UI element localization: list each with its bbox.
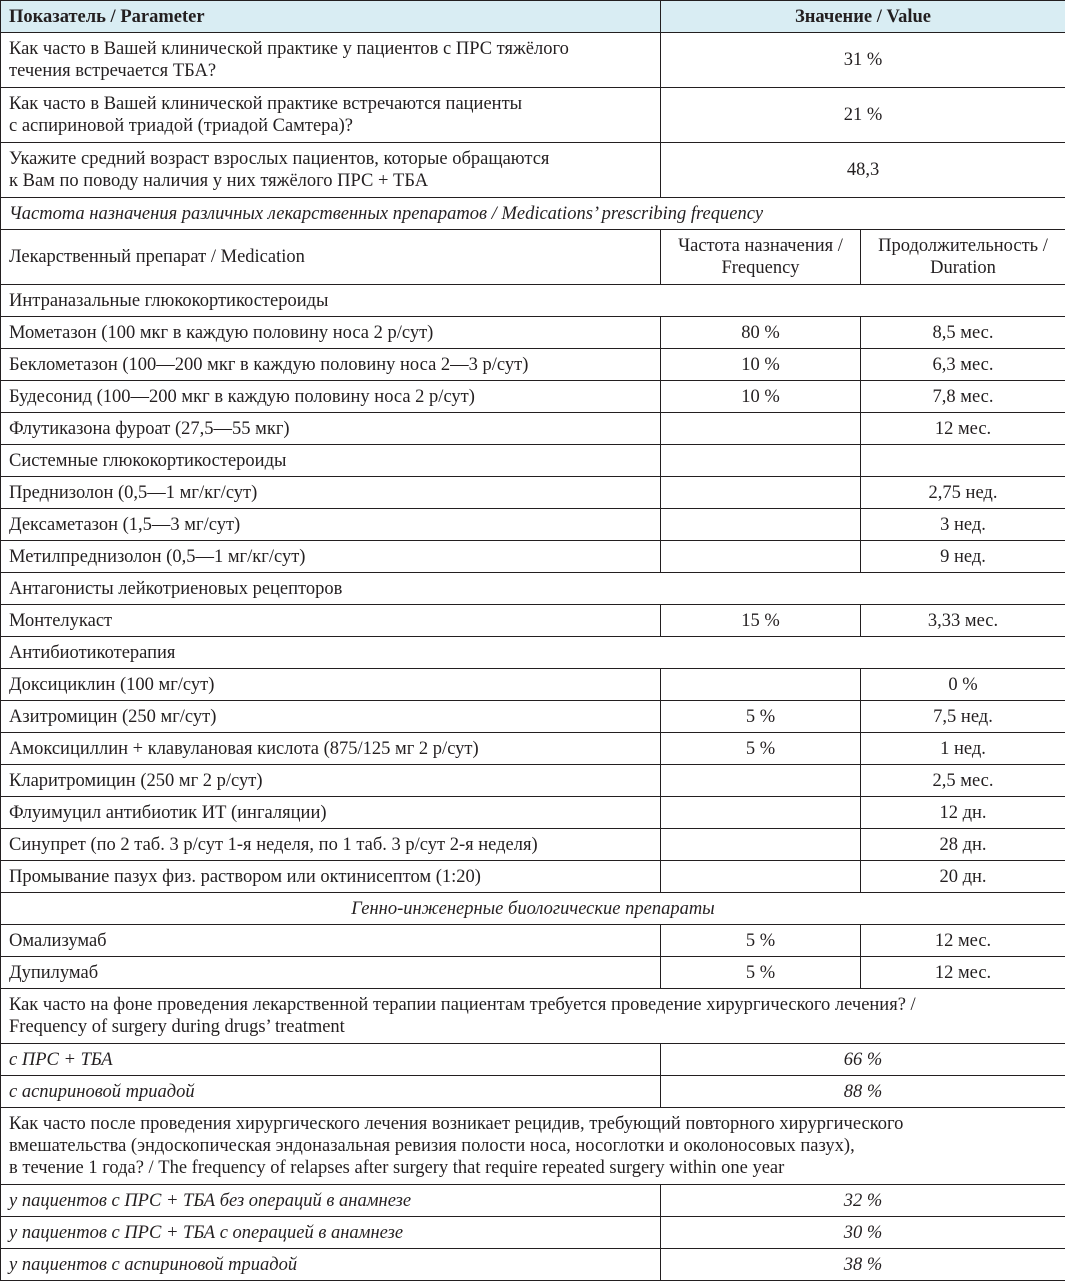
- group-title: Генно-инженерные биологические препараты: [1, 893, 1065, 925]
- table-row: [1, 829, 1065, 861]
- surgery-value: 66 %: [661, 1044, 1065, 1076]
- medication-frequency: [661, 669, 861, 701]
- medication-name: Будесонид (100—200 мкг в каждую половину носа 2 р/сут): [1, 381, 661, 413]
- table-row: [1, 605, 1065, 637]
- medication-frequency: 15 %: [661, 605, 861, 637]
- medication-frequency: 5 %: [661, 925, 861, 957]
- medication-name: Кларитромицин (250 мг 2 р/сут): [1, 765, 661, 797]
- medication-frequency: [661, 861, 861, 893]
- table-row: [1, 1044, 1065, 1076]
- medication-name: Дупилумаб: [1, 957, 661, 989]
- medication-frequency: [661, 477, 861, 509]
- medication-name: Промывание пазух физ. раствором или октинисептом (1:20): [1, 861, 661, 893]
- medication-duration: 0 %: [861, 669, 1065, 701]
- surgery-label: с ПРС + ТБА: [1, 1044, 661, 1076]
- table-row: [1, 797, 1065, 829]
- medication-frequency: 5 %: [661, 701, 861, 733]
- table-row: [1, 381, 1065, 413]
- medication-duration: 8,5 мес.: [861, 317, 1065, 349]
- group-title-row: [1, 285, 1065, 317]
- medication-name: Монтелукаст: [1, 605, 661, 637]
- table-row: [1, 317, 1065, 349]
- medication-frequency: 5 %: [661, 733, 861, 765]
- table-row: [1, 925, 1065, 957]
- relapse-value: 38 %: [661, 1249, 1065, 1281]
- group-title: Системные глюкокортикостероиды: [1, 445, 661, 477]
- medication-name: Беклометазон (100—200 мкг в каждую половину носа 2—3 р/сут): [1, 349, 661, 381]
- medication-duration: 2,5 мес.: [861, 765, 1065, 797]
- medication-duration: 12 мес.: [861, 957, 1065, 989]
- medication-duration: 7,8 мес.: [861, 381, 1065, 413]
- table-row: [1, 1185, 1065, 1217]
- medication-name: Преднизолон (0,5—1 мг/кг/сут): [1, 477, 661, 509]
- section-title-row: [1, 198, 1065, 230]
- table-row: [1, 765, 1065, 797]
- medication-name: Мометазон (100 мкг в каждую половину носа 2 р/сут): [1, 317, 661, 349]
- table-row: [1, 477, 1065, 509]
- medication-name: Синупрет (по 2 таб. 3 р/сут 1-я неделя, по 1 таб. 3 р/сут 2-я неделя): [1, 829, 661, 861]
- medication-name: Амоксициллин + клавулановая кислота (875/125 мг 2 р/сут): [1, 733, 661, 765]
- group-title: Антибиотикотерапия: [1, 637, 1065, 669]
- group-title-row: [1, 445, 1065, 477]
- medications-title: Частота назначения различных лекарственных препаратов / Medications’ prescribing frequency: [1, 198, 1065, 230]
- med-header-duration: Продолжительность / Duration: [861, 230, 1065, 285]
- group-title-row: [1, 573, 1065, 605]
- medication-duration: 12 мес.: [861, 925, 1065, 957]
- medication-frequency: 10 %: [661, 381, 861, 413]
- relapse-value: 32 %: [661, 1185, 1065, 1217]
- relapse-value: 30 %: [661, 1217, 1065, 1249]
- medication-duration: 6,3 мес.: [861, 349, 1065, 381]
- medication-name: Метилпреднизолон (0,5—1 мг/кг/сут): [1, 541, 661, 573]
- medication-frequency: [661, 541, 861, 573]
- header-parameter: Показатель / Parameter: [1, 1, 661, 33]
- medication-duration: 20 дн.: [861, 861, 1065, 893]
- med-header-medication: Лекарственный препарат / Medication: [1, 230, 661, 285]
- table-row: [1, 1217, 1065, 1249]
- medication-name: Флутиказона фуроат (27,5—55 мкг): [1, 413, 661, 445]
- relapse-label: у пациентов с аспириновой триадой: [1, 1249, 661, 1281]
- relapse-question-row: [1, 1108, 1065, 1185]
- medication-frequency: [661, 509, 861, 541]
- medication-frequency: [661, 765, 861, 797]
- table-row: [1, 861, 1065, 893]
- table-row: [1, 957, 1065, 989]
- table-row: [1, 509, 1065, 541]
- relapse-question: Как часто после проведения хирургического лечения возникает рецидив, требующий повторного хирургического вмешательства (эндоскопическая эндоназальная ревизия полости носа, носоглотки и околоносовых пазух), в течение 1 года? / The frequency of relapses after surgery that require repeated surgery within one year: [1, 1108, 1065, 1185]
- surgery-question-row: [1, 989, 1065, 1044]
- medication-duration: 1 нед.: [861, 733, 1065, 765]
- empty-cell: [661, 445, 861, 477]
- medication-duration: 3 нед.: [861, 509, 1065, 541]
- medication-frequency: 10 %: [661, 349, 861, 381]
- header-value: Значение / Value: [661, 1, 1065, 33]
- table-row: [1, 701, 1065, 733]
- medication-frequency: [661, 413, 861, 445]
- medication-duration: 2,75 нед.: [861, 477, 1065, 509]
- medication-name: Флуимуцил антибиотик ИТ (ингаляции): [1, 797, 661, 829]
- table-row: [1, 1076, 1065, 1108]
- table-row: [1, 413, 1065, 445]
- med-header-frequency: Частота назначения / Frequency: [661, 230, 861, 285]
- medication-name: Омализумаб: [1, 925, 661, 957]
- medication-duration: 28 дн.: [861, 829, 1065, 861]
- medication-name: Азитромицин (250 мг/сут): [1, 701, 661, 733]
- table-row: [1, 669, 1065, 701]
- medication-frequency: 5 %: [661, 957, 861, 989]
- group-title-row: [1, 637, 1065, 669]
- table-row: [1, 88, 1065, 143]
- surgery-question: Как часто на фоне проведения лекарственной терапии пациентам требуется проведение хирургического лечения? / Frequency of surgery during drugs’ treatment: [1, 989, 1065, 1044]
- medication-duration: 12 дн.: [861, 797, 1065, 829]
- question-cell: Как часто в Вашей клинической практике встречаются пациенты с аспириновой триадой (триадой Самтера)?: [1, 88, 661, 143]
- value-cell: 31 %: [661, 33, 1065, 88]
- table-row: [1, 541, 1065, 573]
- medication-duration: 7,5 нед.: [861, 701, 1065, 733]
- question-cell: Как часто в Вашей клинической практике у пациентов с ПРС тяжёлого течения встречается ТБА?: [1, 33, 661, 88]
- group-title: Антагонисты лейкотриеновых рецепторов: [1, 573, 1065, 605]
- medication-header-row: [1, 230, 1065, 285]
- medication-name: Дексаметазон (1,5—3 мг/сут): [1, 509, 661, 541]
- header-row: [1, 1, 1065, 33]
- table-row: [1, 143, 1065, 198]
- group-title-row: [1, 893, 1065, 925]
- relapse-label: у пациентов с ПРС + ТБА без операций в анамнезе: [1, 1185, 661, 1217]
- medication-name: Доксициклин (100 мг/сут): [1, 669, 661, 701]
- medication-frequency: [661, 829, 861, 861]
- medication-duration: 3,33 мес.: [861, 605, 1065, 637]
- value-cell: 48,3: [661, 143, 1065, 198]
- medication-frequency: [661, 797, 861, 829]
- surgery-value: 88 %: [661, 1076, 1065, 1108]
- medication-duration: 9 нед.: [861, 541, 1065, 573]
- question-cell: Укажите средний возраст взрослых пациентов, которые обращаются к Вам по поводу наличия у них тяжёлого ПРС + ТБА: [1, 143, 661, 198]
- medication-frequency: 80 %: [661, 317, 861, 349]
- table-row: [1, 33, 1065, 88]
- table-row: [1, 733, 1065, 765]
- table-row: [1, 349, 1065, 381]
- group-title: Интраназальные глюкокортикостероиды: [1, 285, 1065, 317]
- medication-duration: 12 мес.: [861, 413, 1065, 445]
- value-cell: 21 %: [661, 88, 1065, 143]
- relapse-label: у пациентов с ПРС + ТБА с операцией в анамнезе: [1, 1217, 661, 1249]
- empty-cell: [861, 445, 1065, 477]
- surgery-label: с аспириновой триадой: [1, 1076, 661, 1108]
